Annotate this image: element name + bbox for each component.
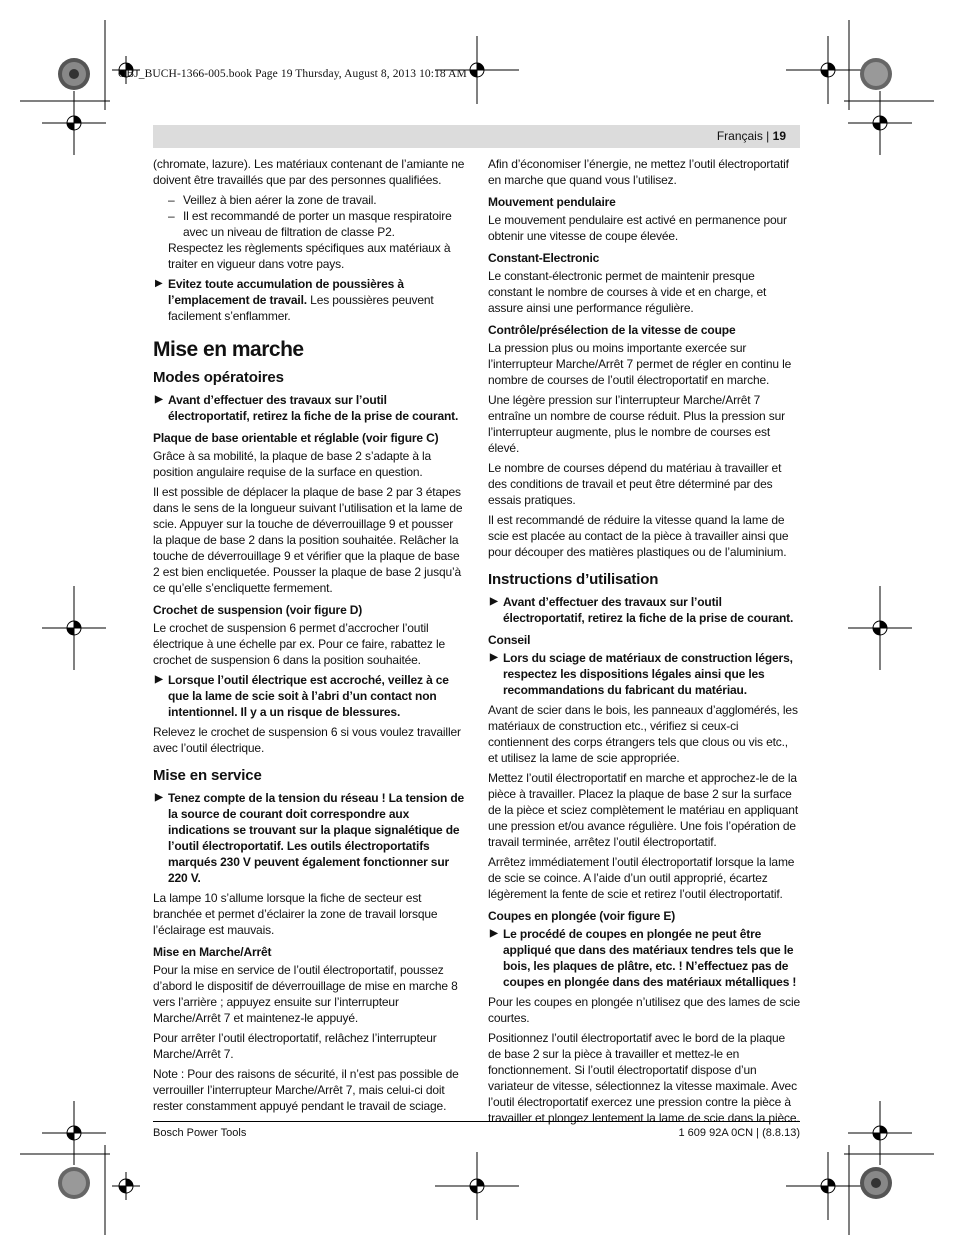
paragraph: Pour arrêter l’outil électroportatif, relâchez l’interrupteur Marche/Arrêt 7. (153, 1031, 437, 1061)
triangle-bullet-icon: ▶ (490, 652, 498, 663)
left-column (153, 156, 465, 1118)
warning-bullet: ▶ Le procédé de coupes en plongée ne peut être appliqué que dans des matériaux tendres tels que le bois, les plaques de plâtre, etc. ! N’effectuez pas de coupes en plongée dans des matériaux métalliques ! (490, 927, 797, 989)
paragraph: Une légère pression sur l’interrupteur Marche/Arrêt 7 entraîne un nombre de course réduit. Plus la pression sur l’interrupteur augmente, plus le nombre de courses est élevé. (488, 393, 785, 455)
subsection-title: Modes opératoires (153, 369, 284, 386)
paragraph: Le nombre de courses dépend du matériau à travailler et des conditions de travail et peut être déterminé par des essais pratiques. (488, 461, 782, 507)
paragraph: Note : Pour des raisons de sécurité, il n’est pas possible de verrouiller l’interrupteur Marche/Arrêt 7, mais celui-ci doit rester constamment appuyé pendant le travail de sciage. (153, 1067, 459, 1113)
dash-item: – Veillez à bien aérer la zone de travail. (168, 193, 377, 207)
paragraph: Il est recommandé de réduire la vitesse quand la lame de scie est placée au contact de la pièce à travailler ainsi que pour découper des matières plastiques ou de l’aluminium. (488, 513, 789, 559)
footer-doc-number: 1 609 92A 0CN | (8.8.13) (678, 1127, 800, 1139)
right-column (488, 156, 800, 1130)
sub-heading: Mise en Marche/Arrêt (153, 945, 272, 959)
sub-heading: Mouvement pendulaire (488, 195, 616, 209)
paragraph: Le constant-électronic permet de maintenir presque constant le nombre de courses à vide et en charge, et assure ainsi une performance régulière. (488, 269, 767, 315)
warning-bullet: ▶ Evitez toute accumulation de poussières à l’emplacement de travail. Les poussières peuvent facilement s’enflammer. (155, 277, 434, 323)
sub-heading: Coupes en plongée (voir figure E) (488, 909, 676, 923)
header-language: Français (716, 129, 763, 143)
paragraph: Relevez le crochet de suspension 6 si vous voulez travailler avec l’outil électrique. (153, 725, 461, 755)
footer-rule (153, 1121, 800, 1122)
header-separator: | (766, 129, 770, 143)
paragraph: Le crochet de suspension 6 permet d’accrocher l’outil électrique à une échelle par ex. Pour ce faire, rabattez le crochet de suspension 6 dans la position souhaitée. (153, 621, 445, 667)
paragraph: La pression plus ou moins importante exercée sur l’interrupteur Marche/Arrêt 7 permet de régler en continu le nombre de courses de l’outil électroportatif en marche. (488, 341, 792, 387)
header-bar (153, 125, 800, 148)
triangle-bullet-icon: ▶ (155, 394, 163, 405)
page-number: 19 (772, 129, 786, 143)
paragraph: Il est possible de déplacer la plaque de base 2 par 3 étapes dans le sens de la longueur suivant l’utilisation et la lame de scie. Appuyer sur la touche de déverrouillage 9 et pousser la plaque de base 2 dans la position souhaitée. Relâcher la touche de déverrouillage 9 et vérifier que la plaque de base 2 est bien encliquetée. Pousser la plaque de base 2 jusqu’à ce qu’elle s’encliquette fermement. (153, 485, 463, 595)
paragraph: Pour les coupes en plongée n’utilisez que des lames de scie courtes. (488, 995, 801, 1025)
paragraph: La lampe 10 s’allume lorsque la fiche de secteur est branchée et permet d’éclairer la zone de travail lorsque l’éclairage est mauvais. (153, 891, 438, 937)
paragraph: Le mouvement pendulaire est activé en permanence pour obtenir une vitesse de coupe élevée. (488, 213, 787, 243)
triangle-bullet-icon: ▶ (155, 278, 163, 289)
print-info: OBJ_BUCH-1366-005.book Page 19 Thursday, August 8, 2013 10:18 AM (118, 68, 467, 80)
paragraph: (chromate, lazure). Les matériaux contenant de l’amiante ne doivent être travaillés que par des personnes qualifiées. (153, 157, 465, 187)
paragraph: Pour la mise en service de l’outil électroportatif, poussez d’abord le dispositif de déverrouillage de mise en marche 8 vers l’arrière ; appuyez ensuite sur l’interrupteur Marche/Arrêt 7 et maintenez-le appuyé. (153, 963, 458, 1025)
sub-heading: Crochet de suspension (voir figure D) (153, 603, 363, 617)
footer-brand: Bosch Power Tools (153, 1127, 247, 1139)
subsection-title: Instructions d’utilisation (488, 571, 659, 588)
paragraph: Positionnez l’outil électroportatif avec le bord de la plaque de base 2 sur la pièce à travailler et mettez-le en fonctionnement. Si l’outil électroportatif dispose d’un variateur de vitesse, sélectionnez la vitesse maximale. Avec l’outil électroportatif exercez une pression contre la pièce à travailler et plongez lentement la lame de scie dans la pièce. (488, 1031, 800, 1125)
sub-heading: Plaque de base orientable et réglable (voir figure C) (153, 431, 439, 445)
warning-bullet: ▶ Avant d’effectuer des travaux sur l’outil électroportatif, retirez la fiche de la prise de courant. (155, 393, 459, 423)
warning-bullet: ▶ Avant d’effectuer des travaux sur l’outil électroportatif, retirez la fiche de la prise de courant. (490, 595, 794, 625)
sub-heading: Constant-Electronic (488, 251, 600, 265)
warning-bullet: ▶ Lors du sciage de matériaux de construction légers, respectez les dispositions légales ainsi que les recommandations du fabricant du matériau. (490, 651, 793, 697)
header-text (717, 129, 786, 143)
section-title: Mise en marche (153, 338, 304, 361)
paragraph: Afin d’économiser l’énergie, ne mettez l’outil électroportatif en marche que quand vous l’utilisez. (488, 157, 789, 187)
paragraph: Arrêtez immédiatement l’outil électroportatif lorsque la lame de scie se coince. A l’aide d’un outil approprié, écartez légèrement la fente de scie et retirez l’outil électroportatif. (488, 855, 795, 901)
triangle-bullet-icon: ▶ (155, 792, 163, 803)
triangle-bullet-icon: ▶ (155, 674, 163, 685)
sub-heading: Conseil (488, 633, 531, 647)
paragraph: Mettez l’outil électroportatif en marche et approchez-le de la pièce à travailler. Placez la plaque de base 2 sur la surface de la pièce et sciez complètement le matériau en appliquant une pression et/ou avance régulière. Une fois l’opération de travail terminée, arrêtez l’outil électroportatif. (488, 771, 799, 849)
sub-heading: Contrôle/présélection de la vitesse de coupe (488, 323, 736, 337)
subsection-title: Mise en service (153, 767, 262, 784)
warning-bullet: ▶ Tenez compte de la tension du réseau ! La tension de la source de courant doit correspondre aux indications se trouvant sur la plaque signalétique de l’outil électroportatif. Les outils électroportatifs marqués 230 V peuvent également fonctionner sur 220 V. (155, 791, 465, 885)
paragraph: Avant de scier dans le bois, les panneaux d’agglomérés, les matériaux de construction etc., vérifiez si ceux-ci contiennent des corps étrangers tels que clous ou vis etc., et utilisez la lame de scie appropriée. (488, 703, 798, 765)
triangle-bullet-icon: ▶ (490, 928, 498, 939)
dash-item: – Il est recommandé de porter un masque respiratoire avec un niveau de filtration de classe P2. (168, 209, 452, 239)
triangle-bullet-icon: ▶ (490, 596, 498, 607)
warning-bullet: ▶ Lorsque l’outil électrique est accroché, veillez à ce que la lame de scie soit à l’abri d’un contact non intentionnel. Il y a un risque de blessures. (155, 673, 449, 719)
paragraph: Respectez les règlements spécifiques aux matériaux à traiter en vigueur dans votre pays. (168, 241, 451, 271)
paragraph: Grâce à sa mobilité, la plaque de base 2 s’adapte à la position angulaire requise de la surface en question. (153, 449, 432, 479)
